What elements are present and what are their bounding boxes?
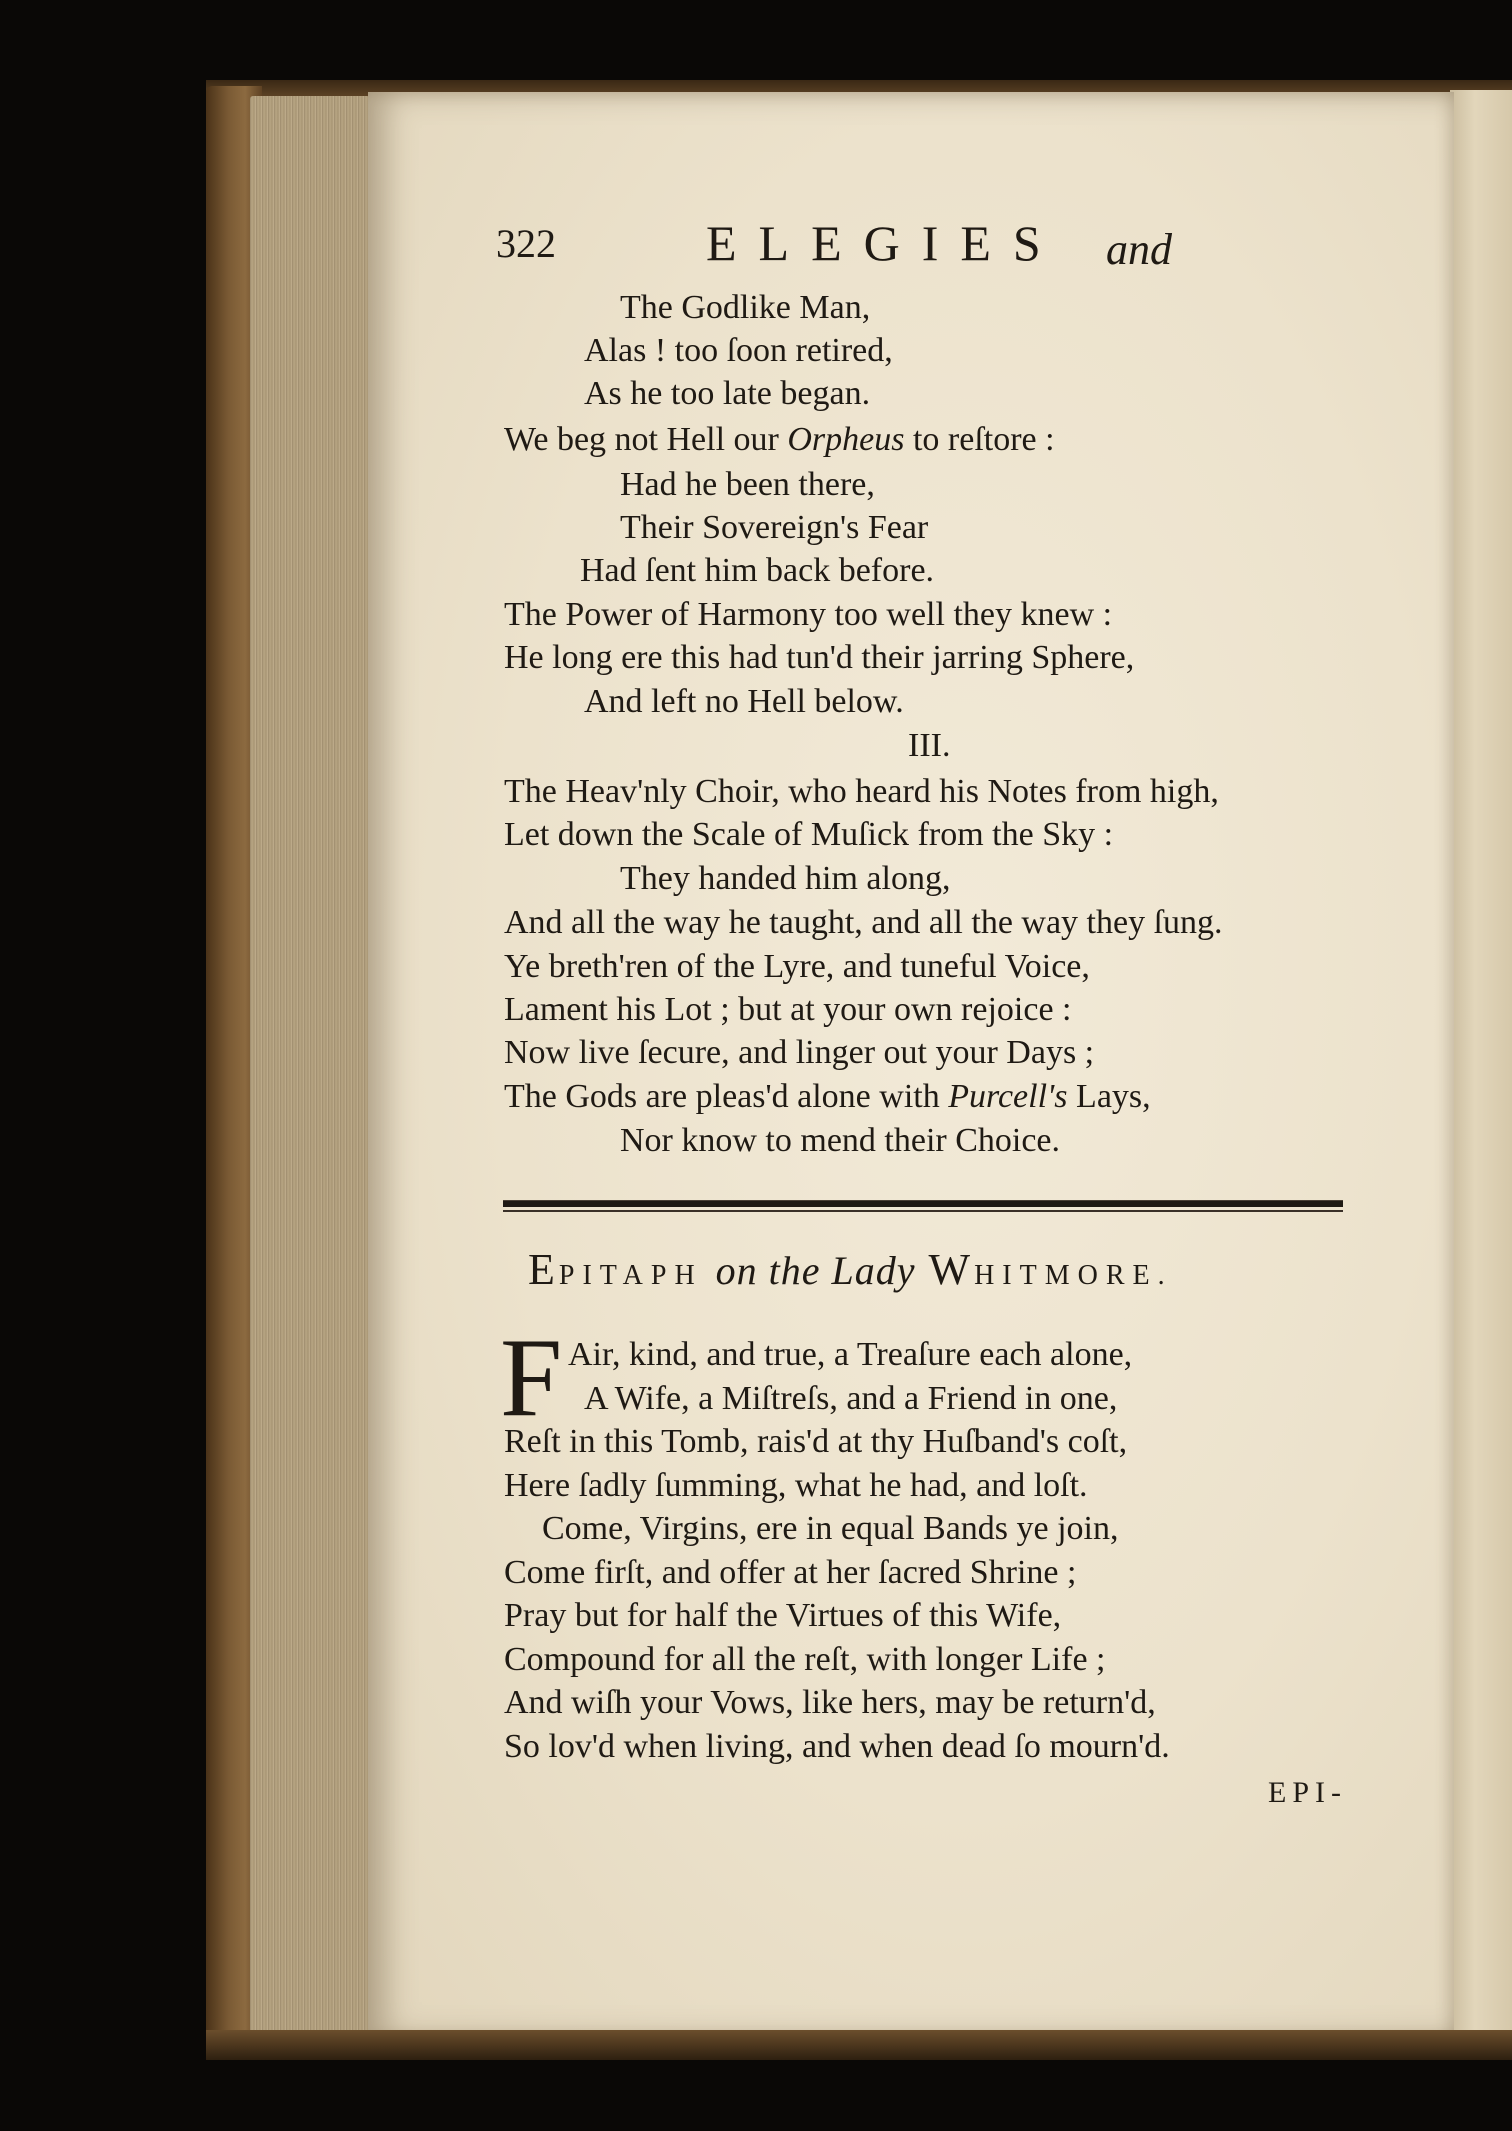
epitaph-line: Come firſt, and offer at her ſacred Shrine ;	[504, 1554, 1077, 1591]
poem-line: We beg not Hell our Orpheus to reſtore :	[504, 421, 1055, 458]
epitaph-line: A Wife, a Miſtreſs, and a Friend in one,	[584, 1380, 1118, 1417]
poem-line: Let down the Scale of Muſick from the Sky :	[504, 816, 1114, 853]
section-divider-rule-thin	[503, 1210, 1343, 1212]
poem-line: The Gods are pleas'd alone with Purcell's Lays,	[504, 1078, 1151, 1115]
epitaph-line: Compound for all the reſt, with longer Life ;	[504, 1641, 1106, 1678]
poem-line: The Godlike Man,	[620, 289, 871, 326]
running-title: ELEGIES	[706, 215, 1063, 271]
poem-line: Now live ſecure, and linger out your Days ;	[504, 1034, 1095, 1071]
poem-line: And all the way he taught, and all the way they ſung.	[504, 904, 1223, 941]
poem-line: Ye breth'ren of the Lyre, and tuneful Voice,	[504, 948, 1090, 985]
poem-line: And left no Hell below.	[584, 683, 904, 720]
epitaph-line: Here ſadly ſumming, what he had, and loſt.	[504, 1467, 1088, 1504]
epitaph-line: Reſt in this Tomb, rais'd at thy Huſband's coſt,	[504, 1423, 1128, 1460]
poem-line: Alas ! too ſoon retired,	[584, 332, 893, 369]
poem-line: Their Sovereign's Fear	[620, 509, 929, 546]
epitaph-line: Come, Virgins, ere in equal Bands ye join,	[542, 1510, 1119, 1547]
poem-line: Had he been there,	[620, 466, 875, 503]
facing-page-edge	[1450, 90, 1512, 2035]
section-divider-rule	[503, 1200, 1343, 1207]
running-title-suffix: and	[1106, 225, 1172, 274]
poem-line: Nor know to mend their Choice.	[620, 1122, 1061, 1159]
poem-line: The Power of Harmony too well they knew :	[504, 596, 1113, 633]
poem-line: As he too late began.	[584, 375, 871, 412]
epitaph-line: Pray but for half the Virtues of this Wife,	[504, 1597, 1062, 1634]
page-block-edges	[250, 96, 370, 2036]
poem-line: They handed him along,	[620, 860, 951, 897]
drop-cap: F	[500, 1316, 563, 1440]
epitaph-line: Air, kind, and true, a Treaſure each alone,	[568, 1336, 1133, 1373]
section-number: III.	[908, 727, 951, 764]
book-cover-bottom	[206, 2030, 1512, 2060]
poem-line: Had ſent him back before.	[580, 552, 935, 589]
poem-line: Lament his Lot ; but at your own rejoice :	[504, 991, 1072, 1028]
catchword: EPI-	[1268, 1776, 1347, 1809]
epitaph-title: EPITAPH on the Lady WHITMORE.	[528, 1245, 1173, 1294]
epitaph-line: So lov'd when living, and when dead ſo mourn'd.	[504, 1728, 1170, 1765]
epitaph-line: And wiſh your Vows, like hers, may be return'd,	[504, 1684, 1156, 1721]
page-number: 322	[496, 221, 556, 266]
poem-line: He long ere this had tun'd their jarring Sphere,	[504, 639, 1135, 676]
poem-line: The Heav'nly Choir, who heard his Notes from high,	[504, 773, 1219, 810]
